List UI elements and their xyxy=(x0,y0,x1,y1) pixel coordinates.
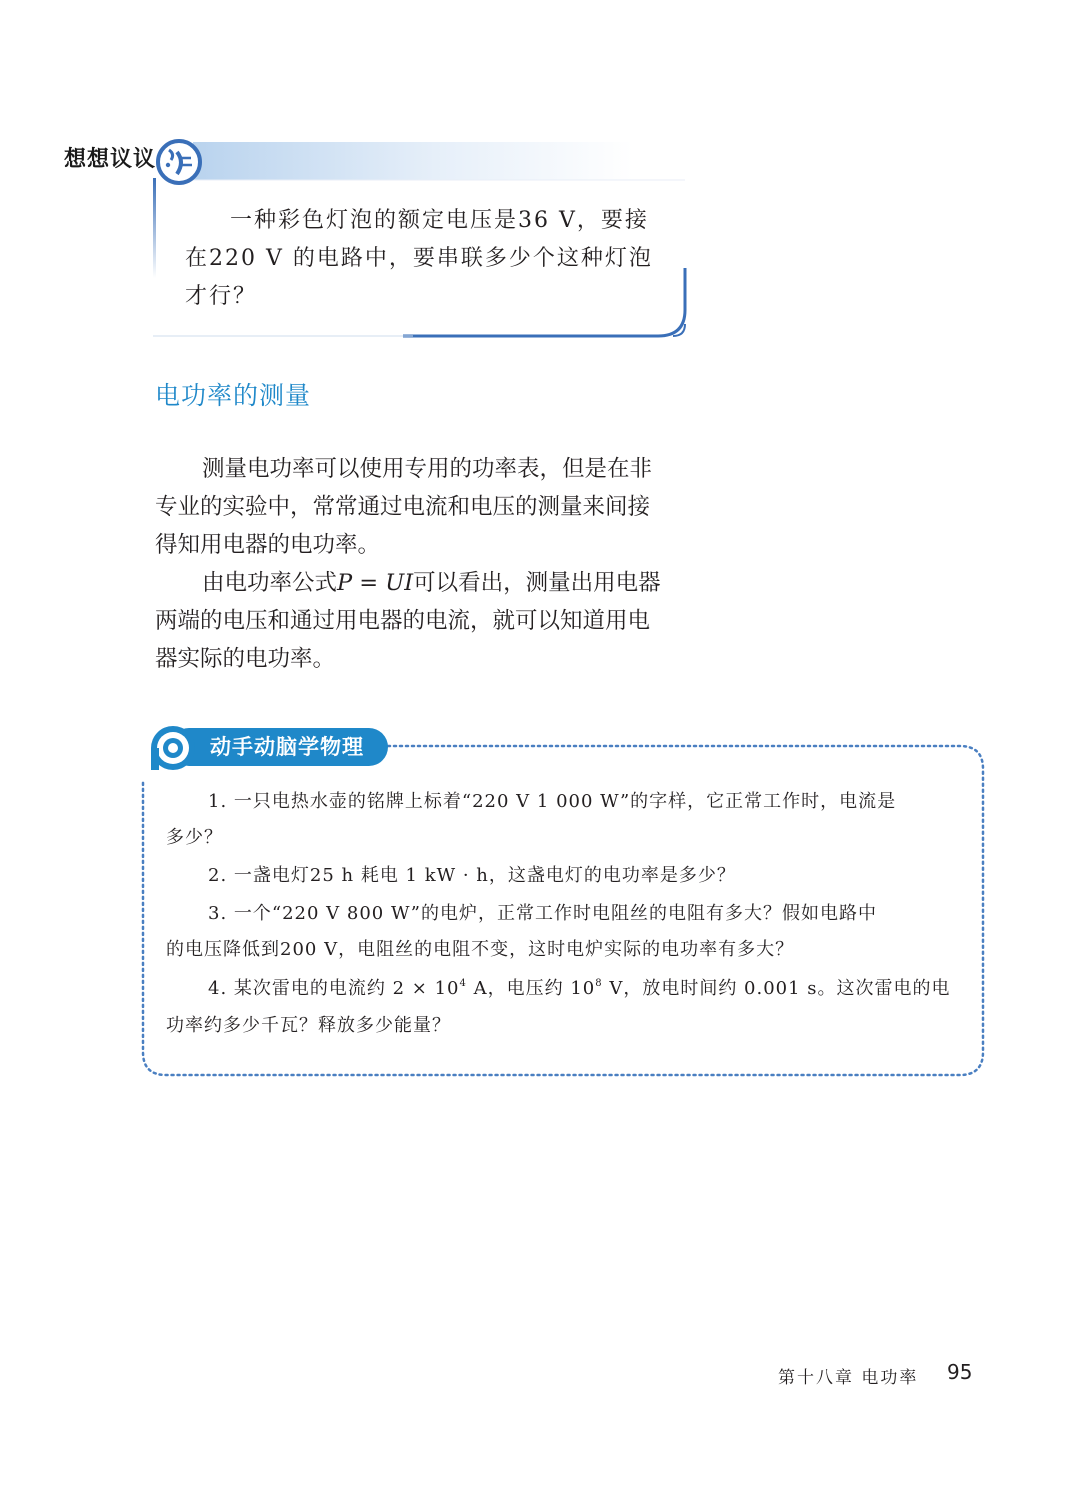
think-box-title: 想想议议 xyxy=(64,147,157,172)
think-question-line: 一种彩色灯泡的额定电压是36 V，要接 xyxy=(230,208,649,233)
exercise-text: V，放电时间约 0.001 s。这次雷电的电 xyxy=(602,978,951,999)
think-question-line: 在220 V 的电路中，要串联多少个这种灯泡 xyxy=(185,246,653,271)
exercise-line: 2. 一盏电灯25 h 耗电 1 kW · h，这盏电灯的电功率是多少？ xyxy=(208,865,736,886)
paragraph-line: 测量电功率可以使用专用的功率表，但是在非 xyxy=(202,456,653,482)
practice-box-title: 动手动脑学物理 xyxy=(210,735,364,759)
exercise-line: 多少？ xyxy=(166,827,223,848)
paragraph-text: 由电功率公式 xyxy=(202,570,338,596)
paragraph-text: 可以看出，测量出用电器 xyxy=(413,570,661,596)
exponent: 4 xyxy=(459,978,467,989)
exercise-text: 4. 某次雷电的电流约 2 × 10 xyxy=(208,978,460,999)
paragraph-line: 两端的电压和通过用电器的电流，就可以知道用电 xyxy=(155,608,651,634)
face-speech-icon xyxy=(155,138,203,186)
paragraph-line: 得知用电器的电功率。 xyxy=(155,532,381,558)
think-question-line: 才行？ xyxy=(185,284,258,309)
exercise-text: A，电压约 10 xyxy=(466,978,596,999)
paragraph-line xyxy=(202,564,661,602)
exercise-line: 功率约多少千瓦？释放多少能量？ xyxy=(166,1015,451,1036)
exercise-line: 3. 一个“220 V 800 W”的电炉，正常工作时电阻丝的电阻有多大？假如电路中 xyxy=(208,903,878,924)
power-formula: P = UI xyxy=(337,570,414,596)
paragraph-line: 器实际的电功率。 xyxy=(155,646,336,672)
exercise-line: 的电压降低到200 V，电阻丝的电阻不变，这时电炉实际的电功率有多大？ xyxy=(166,939,795,960)
exercise-line xyxy=(208,975,951,1003)
exponent: 8 xyxy=(595,978,603,989)
footer-chapter-title: 第十八章 电功率 xyxy=(778,1368,919,1388)
page-number: 95 xyxy=(947,1360,973,1384)
paragraph-line: 专业的实验中，常常通过电流和电压的测量来间接 xyxy=(155,494,651,520)
section-heading: 电功率的测量 xyxy=(155,381,312,410)
exercise-line: 1. 一只电热水壶的铭牌上标着“220 V 1 000 W”的字样，它正常工作时，电流是 xyxy=(208,791,897,812)
